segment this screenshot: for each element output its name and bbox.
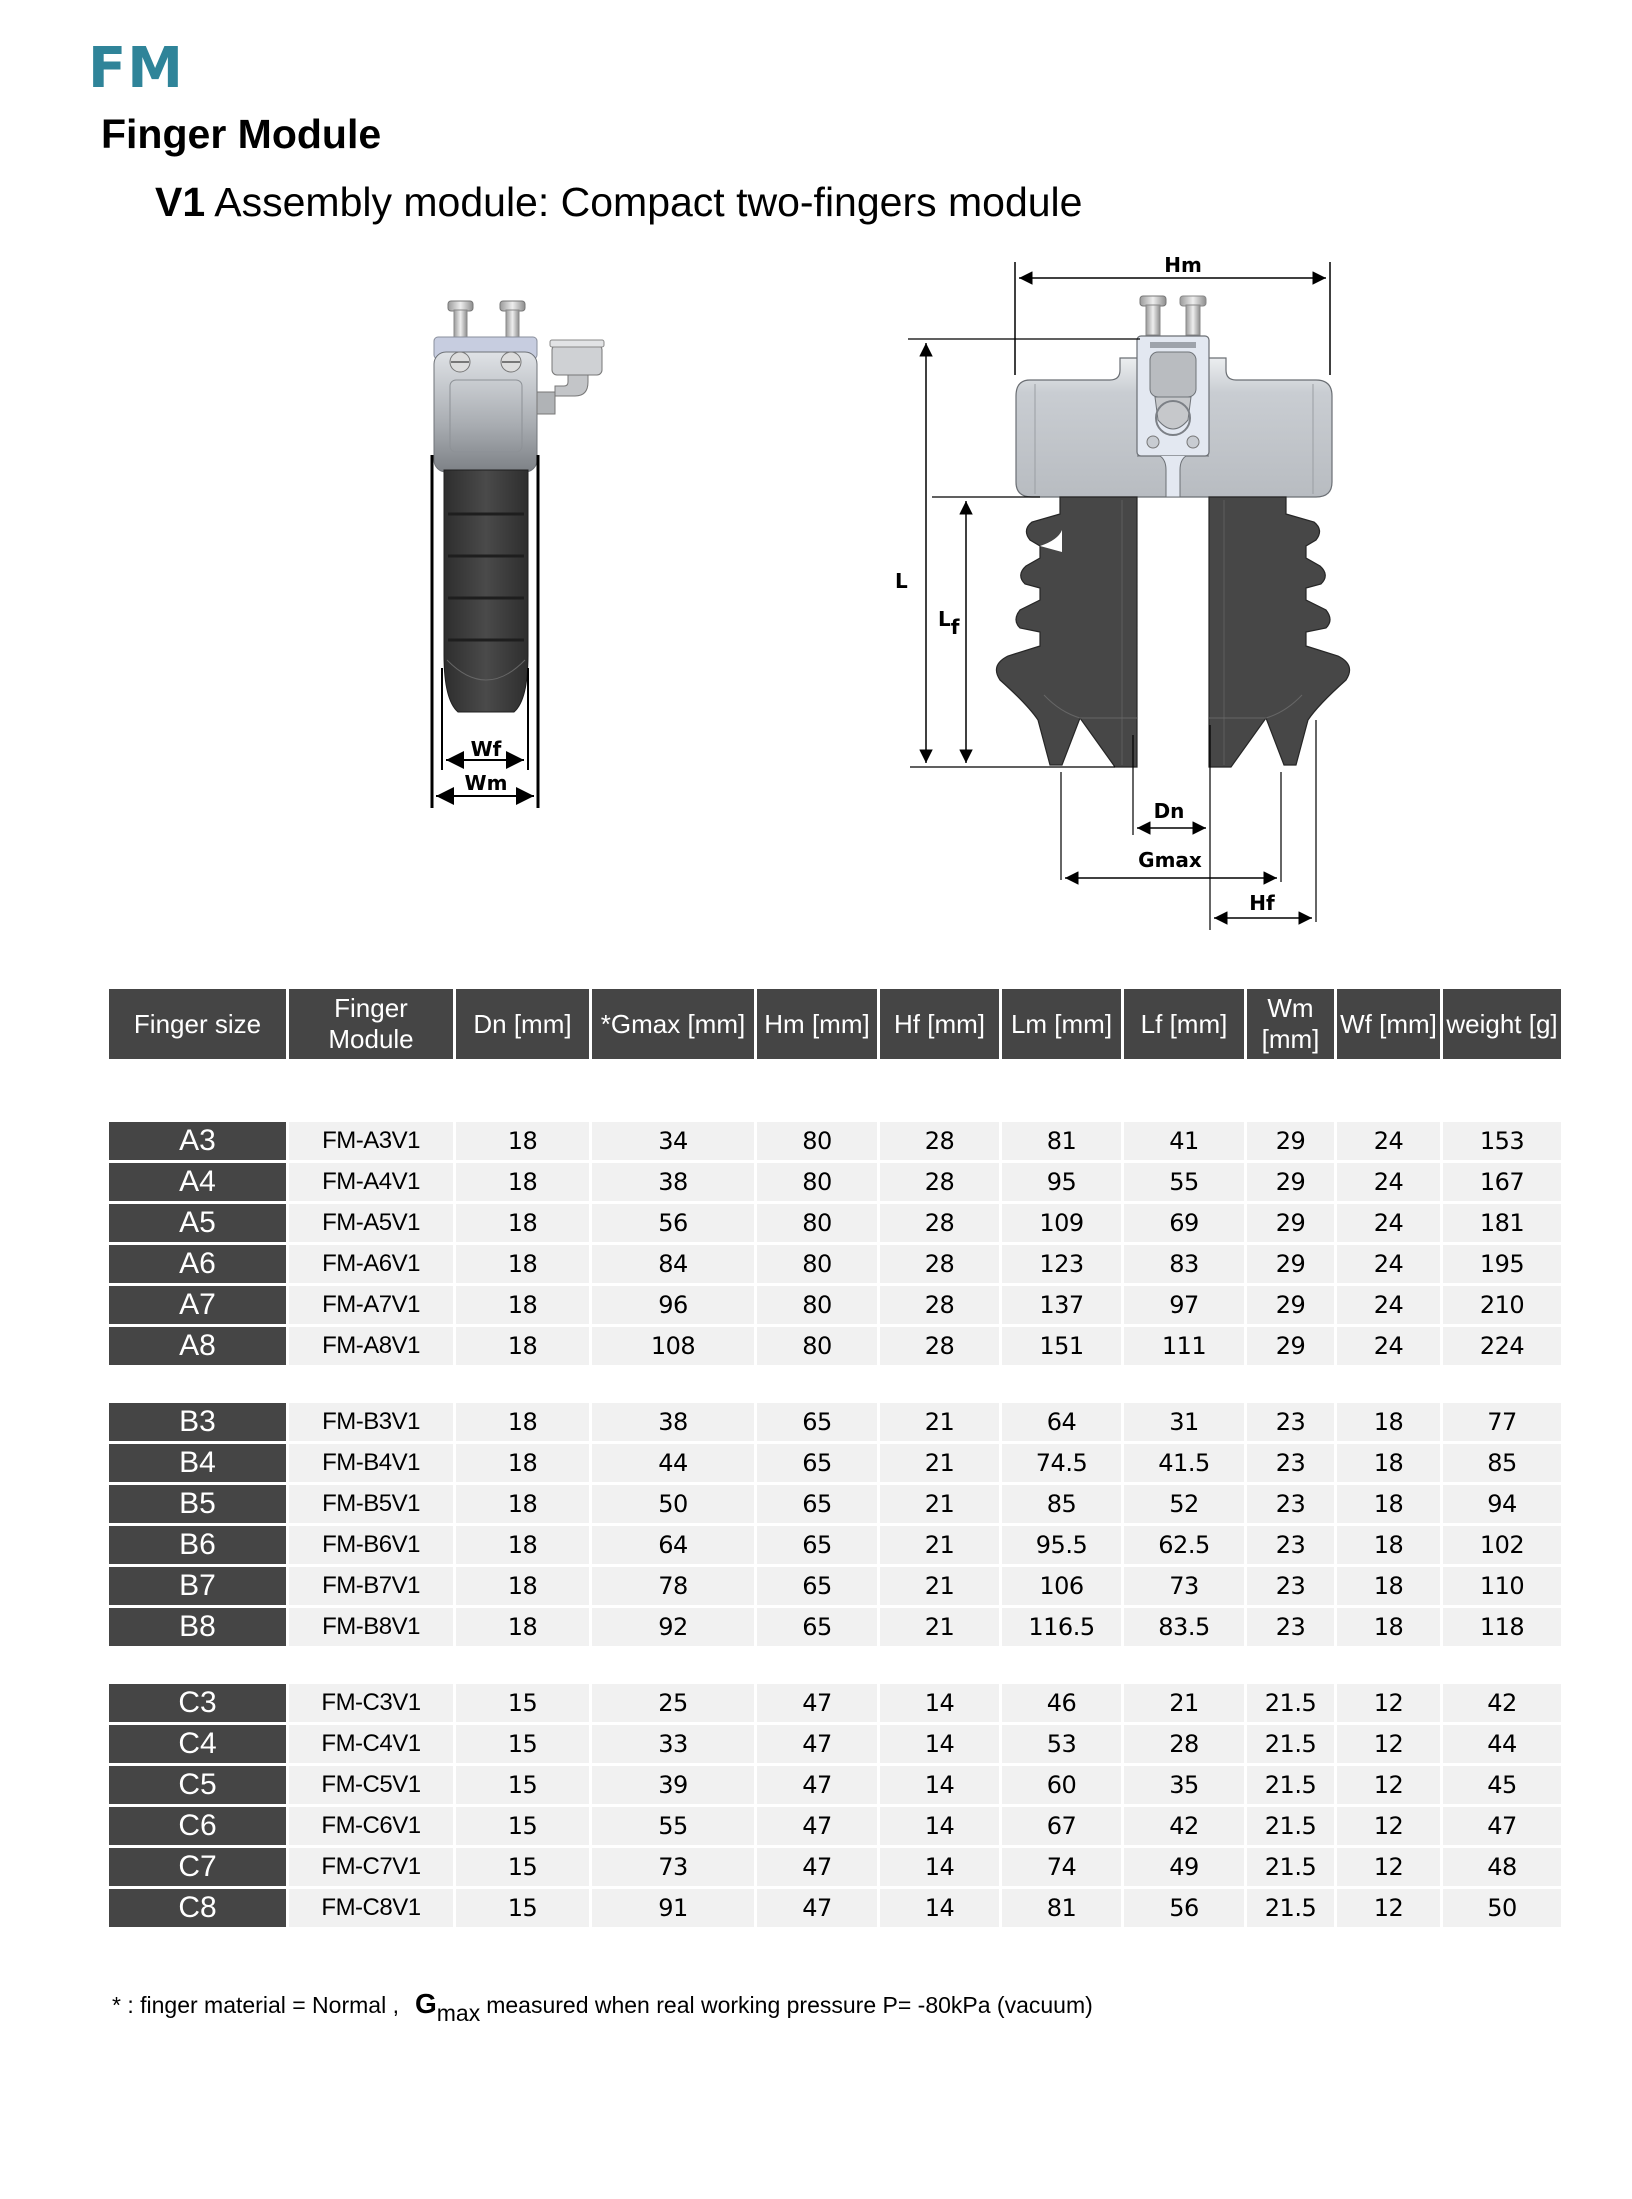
cell-finger-module: FM-B7V1 — [289, 1567, 453, 1605]
column-header-finger-size: Finger size — [109, 989, 286, 1059]
cell-finger-size: C3 — [109, 1684, 286, 1722]
cell-weight: 181 — [1443, 1204, 1561, 1242]
cell-hf: 28 — [880, 1245, 999, 1283]
cell-finger-size: B8 — [109, 1608, 286, 1646]
cell-finger-size: A7 — [109, 1286, 286, 1324]
lf-label-sub: f — [950, 615, 960, 639]
header-line: Module — [328, 1024, 414, 1054]
footnote-gmax-subscript: max — [436, 2000, 481, 2026]
page-title: Finger Module — [101, 111, 382, 157]
cell-finger-module: FM-B8V1 — [289, 1608, 453, 1646]
cell-lf: 111 — [1124, 1327, 1244, 1365]
front-view-diagram — [895, 253, 1350, 930]
spec-table — [106, 986, 1564, 1930]
cell-lf: 73 — [1124, 1567, 1244, 1605]
cell-hf: 28 — [880, 1286, 999, 1324]
footnote — [112, 1988, 1093, 2026]
hf-label: Hf — [1249, 891, 1275, 915]
cell-finger-module: FM-A3V1 — [289, 1122, 453, 1160]
spacer-cell — [109, 1062, 1561, 1119]
cell-wf: 12 — [1337, 1889, 1440, 1927]
cell-finger-module: FM-A6V1 — [289, 1245, 453, 1283]
cell-gmax: 64 — [592, 1526, 754, 1564]
column-header-hf: Hf [mm] — [880, 989, 999, 1059]
footnote-gmax-symbol: G — [414, 1988, 437, 2019]
cell-dn: 15 — [456, 1807, 589, 1845]
left-finger — [996, 497, 1137, 767]
cell-finger-module: FM-C5V1 — [289, 1766, 453, 1804]
table-row — [109, 1807, 1561, 1845]
table-row — [109, 1122, 1561, 1160]
cell-weight: 94 — [1443, 1485, 1561, 1523]
cell-finger-module: FM-B3V1 — [289, 1403, 453, 1441]
cell-lm: 106 — [1002, 1567, 1121, 1605]
side-view-diagram — [432, 301, 604, 808]
table-row — [109, 1848, 1561, 1886]
cell-weight: 42 — [1443, 1684, 1561, 1722]
table-row — [109, 1766, 1561, 1804]
cell-lm: 60 — [1002, 1766, 1121, 1804]
cell-wm: 23 — [1247, 1526, 1334, 1564]
cell-finger-size: A6 — [109, 1245, 286, 1283]
cell-finger-size: C8 — [109, 1889, 286, 1927]
cell-hf: 21 — [880, 1403, 999, 1441]
cell-gmax: 84 — [592, 1245, 754, 1283]
cell-weight: 167 — [1443, 1163, 1561, 1201]
cell-hf: 14 — [880, 1725, 999, 1763]
cell-finger-module: FM-C6V1 — [289, 1807, 453, 1845]
cell-wf: 24 — [1337, 1327, 1440, 1365]
cell-lm: 64 — [1002, 1403, 1121, 1441]
cell-wm: 29 — [1247, 1286, 1334, 1324]
cell-wf: 24 — [1337, 1286, 1440, 1324]
header-line: Finger — [334, 993, 408, 1023]
cell-hf: 21 — [880, 1608, 999, 1646]
cell-hf: 14 — [880, 1684, 999, 1722]
cell-hm: 65 — [757, 1444, 877, 1482]
cell-dn: 18 — [456, 1163, 589, 1201]
cell-finger-size: C6 — [109, 1807, 286, 1845]
cell-finger-module: FM-B5V1 — [289, 1485, 453, 1523]
cell-finger-size: C4 — [109, 1725, 286, 1763]
cell-finger-size: B6 — [109, 1526, 286, 1564]
cell-finger-size: C7 — [109, 1848, 286, 1886]
cell-hm: 80 — [757, 1204, 877, 1242]
mounting-screws — [448, 301, 525, 338]
cell-finger-module: FM-C4V1 — [289, 1725, 453, 1763]
l-label: L — [895, 569, 908, 593]
column-header-wf: Wf [mm] — [1337, 989, 1440, 1059]
cell-lm: 95 — [1002, 1163, 1121, 1201]
cell-finger-size: A5 — [109, 1204, 286, 1242]
cell-dn: 18 — [456, 1286, 589, 1324]
cell-finger-module: FM-A4V1 — [289, 1163, 453, 1201]
cell-gmax: 91 — [592, 1889, 754, 1927]
cell-finger-size: B3 — [109, 1403, 286, 1441]
cell-wm: 29 — [1247, 1163, 1334, 1201]
cell-lf: 55 — [1124, 1163, 1244, 1201]
cell-wf: 18 — [1337, 1526, 1440, 1564]
lf-label-main: L — [938, 607, 951, 631]
cell-weight: 77 — [1443, 1403, 1561, 1441]
cell-wm: 29 — [1247, 1204, 1334, 1242]
table-row — [109, 1163, 1561, 1201]
table-row — [109, 1245, 1561, 1283]
cell-lf: 41.5 — [1124, 1444, 1244, 1482]
cell-hm: 65 — [757, 1567, 877, 1605]
cell-hm: 65 — [757, 1608, 877, 1646]
cell-lm: 53 — [1002, 1725, 1121, 1763]
cell-hm: 65 — [757, 1403, 877, 1441]
cell-lf: 41 — [1124, 1122, 1244, 1160]
cell-gmax: 25 — [592, 1684, 754, 1722]
cell-hm: 80 — [757, 1163, 877, 1201]
cell-dn: 18 — [456, 1608, 589, 1646]
cell-lf: 83.5 — [1124, 1608, 1244, 1646]
cell-finger-size: A8 — [109, 1327, 286, 1365]
cell-hm: 80 — [757, 1327, 877, 1365]
cell-dn: 18 — [456, 1204, 589, 1242]
table-row — [109, 1567, 1561, 1605]
group-spacer — [109, 1368, 1561, 1400]
product-diagrams — [0, 0, 1632, 960]
cell-gmax: 39 — [592, 1766, 754, 1804]
cell-dn: 15 — [456, 1889, 589, 1927]
cell-dn: 15 — [456, 1684, 589, 1722]
cell-wf: 12 — [1337, 1848, 1440, 1886]
table-row — [109, 1485, 1561, 1523]
cell-wf: 24 — [1337, 1122, 1440, 1160]
cell-lf: 62.5 — [1124, 1526, 1244, 1564]
cell-dn: 15 — [456, 1725, 589, 1763]
cell-dn: 18 — [456, 1122, 589, 1160]
cell-finger-module: FM-A7V1 — [289, 1286, 453, 1324]
column-header-lf: Lf [mm] — [1124, 989, 1244, 1059]
cell-hm: 47 — [757, 1848, 877, 1886]
table-row — [109, 1403, 1561, 1441]
wf-label: Wf — [470, 737, 502, 761]
cell-wf: 24 — [1337, 1204, 1440, 1242]
column-header-hm: Hm [mm] — [757, 989, 877, 1059]
cell-dn: 18 — [456, 1485, 589, 1523]
cell-wf: 18 — [1337, 1444, 1440, 1482]
cell-finger-module: FM-B6V1 — [289, 1526, 453, 1564]
cell-hm: 47 — [757, 1807, 877, 1845]
right-finger — [1209, 497, 1350, 767]
column-header-lm: Lm [mm] — [1002, 989, 1121, 1059]
cell-gmax: 38 — [592, 1403, 754, 1441]
cell-hm: 47 — [757, 1889, 877, 1927]
cell-lf: 83 — [1124, 1245, 1244, 1283]
cell-finger-size: A4 — [109, 1163, 286, 1201]
cell-wm: 21.5 — [1247, 1807, 1334, 1845]
cell-dn: 18 — [456, 1526, 589, 1564]
cell-weight: 224 — [1443, 1327, 1561, 1365]
column-header-dn: Dn [mm] — [456, 989, 589, 1059]
cell-finger-module: FM-C3V1 — [289, 1684, 453, 1722]
cell-lm: 81 — [1002, 1122, 1121, 1160]
cell-hf: 14 — [880, 1848, 999, 1886]
cell-weight: 110 — [1443, 1567, 1561, 1605]
cell-finger-module: FM-A8V1 — [289, 1327, 453, 1365]
subtitle-version: V1 — [155, 179, 206, 225]
cell-lm: 137 — [1002, 1286, 1121, 1324]
cell-hf: 14 — [880, 1807, 999, 1845]
section-logo: FM — [88, 36, 184, 101]
footnote-text: measured when real working pressure P= -80kPa (vacuum) — [486, 1992, 1093, 2018]
table-row — [109, 1608, 1561, 1646]
cell-dn: 15 — [456, 1766, 589, 1804]
cell-dn: 18 — [456, 1444, 589, 1482]
cell-hm: 80 — [757, 1122, 877, 1160]
cell-wm: 29 — [1247, 1245, 1334, 1283]
cell-wf: 12 — [1337, 1807, 1440, 1845]
cell-lf: 97 — [1124, 1286, 1244, 1324]
cell-hf: 21 — [880, 1485, 999, 1523]
cell-lm: 81 — [1002, 1889, 1121, 1927]
cell-weight: 85 — [1443, 1444, 1561, 1482]
cell-finger-module: FM-B4V1 — [289, 1444, 453, 1482]
cell-wf: 12 — [1337, 1766, 1440, 1804]
cell-lf: 31 — [1124, 1403, 1244, 1441]
cell-wm: 23 — [1247, 1608, 1334, 1646]
cell-wm: 21.5 — [1247, 1848, 1334, 1886]
column-header-weight: weight [g] — [1443, 989, 1561, 1059]
cell-hm: 80 — [757, 1286, 877, 1324]
cell-lf: 69 — [1124, 1204, 1244, 1242]
cell-wm: 29 — [1247, 1327, 1334, 1365]
table-row — [109, 1327, 1561, 1365]
table-body — [109, 1062, 1561, 1927]
cell-lm: 116.5 — [1002, 1608, 1121, 1646]
cell-hm: 47 — [757, 1725, 877, 1763]
column-header-gmax: *Gmax [mm] — [592, 989, 754, 1059]
cell-weight: 118 — [1443, 1608, 1561, 1646]
table-row — [109, 1286, 1561, 1324]
cell-hf: 28 — [880, 1163, 999, 1201]
cell-weight: 195 — [1443, 1245, 1561, 1283]
group-spacer — [109, 1649, 1561, 1681]
cell-lm: 46 — [1002, 1684, 1121, 1722]
air-fitting — [537, 340, 604, 414]
cell-weight: 102 — [1443, 1526, 1561, 1564]
cell-hf: 14 — [880, 1766, 999, 1804]
cell-gmax: 108 — [592, 1327, 754, 1365]
cell-gmax: 96 — [592, 1286, 754, 1324]
cell-weight: 210 — [1443, 1286, 1561, 1324]
cell-weight: 50 — [1443, 1889, 1561, 1927]
cell-wm: 21.5 — [1247, 1889, 1334, 1927]
group-spacer — [109, 1062, 1561, 1119]
cell-dn: 18 — [456, 1403, 589, 1441]
cell-lf: 28 — [1124, 1725, 1244, 1763]
cell-wf: 18 — [1337, 1485, 1440, 1523]
cell-lf: 56 — [1124, 1889, 1244, 1927]
cell-lf: 52 — [1124, 1485, 1244, 1523]
cell-hm: 65 — [757, 1485, 877, 1523]
subtitle-text: Assembly module: Compact two-fingers module — [205, 179, 1083, 225]
cell-dn: 15 — [456, 1848, 589, 1886]
cell-weight: 47 — [1443, 1807, 1561, 1845]
cell-gmax: 56 — [592, 1204, 754, 1242]
cell-lf: 35 — [1124, 1766, 1244, 1804]
table-header-row — [109, 989, 1561, 1059]
cell-hf: 21 — [880, 1444, 999, 1482]
cell-lm: 151 — [1002, 1327, 1121, 1365]
cell-dn: 18 — [456, 1327, 589, 1365]
cell-wm: 23 — [1247, 1403, 1334, 1441]
cell-wf: 12 — [1337, 1684, 1440, 1722]
cell-gmax: 33 — [592, 1725, 754, 1763]
cell-gmax: 55 — [592, 1807, 754, 1845]
cell-gmax: 78 — [592, 1567, 754, 1605]
cell-finger-module: FM-A5V1 — [289, 1204, 453, 1242]
spacer-cell — [109, 1649, 1561, 1681]
cell-lm: 67 — [1002, 1807, 1121, 1845]
cell-gmax: 44 — [592, 1444, 754, 1482]
table-row — [109, 1526, 1561, 1564]
wm-label: Wm — [464, 771, 508, 795]
column-header-wm — [1247, 989, 1334, 1059]
cell-wm: 29 — [1247, 1122, 1334, 1160]
cell-hf: 21 — [880, 1567, 999, 1605]
lf-label — [938, 607, 960, 639]
cell-wm: 21.5 — [1247, 1766, 1334, 1804]
table-row — [109, 1684, 1561, 1722]
cell-hm: 47 — [757, 1766, 877, 1804]
cell-gmax: 73 — [592, 1848, 754, 1886]
cell-hm: 65 — [757, 1526, 877, 1564]
table-row — [109, 1725, 1561, 1763]
cell-lm: 74 — [1002, 1848, 1121, 1886]
cell-finger-size: B5 — [109, 1485, 286, 1523]
table-row — [109, 1889, 1561, 1927]
cell-wf: 24 — [1337, 1163, 1440, 1201]
cell-gmax: 92 — [592, 1608, 754, 1646]
cell-finger-module: FM-C7V1 — [289, 1848, 453, 1886]
cell-lm: 95.5 — [1002, 1526, 1121, 1564]
cell-hf: 28 — [880, 1122, 999, 1160]
cell-gmax: 34 — [592, 1122, 754, 1160]
table-row — [109, 1444, 1561, 1482]
cell-finger-module: FM-C8V1 — [289, 1889, 453, 1927]
cell-hm: 47 — [757, 1684, 877, 1722]
cell-gmax: 38 — [592, 1163, 754, 1201]
cell-wf: 18 — [1337, 1567, 1440, 1605]
cell-lm: 74.5 — [1002, 1444, 1121, 1482]
cell-hm: 80 — [757, 1245, 877, 1283]
cell-weight: 45 — [1443, 1766, 1561, 1804]
cell-wm: 23 — [1247, 1485, 1334, 1523]
cell-finger-size: B7 — [109, 1567, 286, 1605]
header-line: Wm — [1267, 993, 1314, 1023]
footnote-prefix: * : finger material = Normal , — [112, 1992, 399, 2018]
column-header-finger-module — [289, 989, 453, 1059]
finger-side — [444, 470, 528, 712]
cell-wf: 18 — [1337, 1403, 1440, 1441]
cell-hf: 28 — [880, 1204, 999, 1242]
cell-dn: 18 — [456, 1567, 589, 1605]
cell-gmax: 50 — [592, 1485, 754, 1523]
cell-wf: 18 — [1337, 1608, 1440, 1646]
table-row — [109, 1204, 1561, 1242]
cell-hf: 28 — [880, 1327, 999, 1365]
cell-wf: 12 — [1337, 1725, 1440, 1763]
dn-label: Dn — [1153, 799, 1185, 823]
cell-wm: 23 — [1247, 1444, 1334, 1482]
cell-weight: 153 — [1443, 1122, 1561, 1160]
cell-finger-size: A3 — [109, 1122, 286, 1160]
cell-wm: 21.5 — [1247, 1684, 1334, 1722]
cell-wm: 23 — [1247, 1567, 1334, 1605]
gmax-label: Gmax — [1138, 848, 1202, 872]
cell-lm: 85 — [1002, 1485, 1121, 1523]
cell-lm: 123 — [1002, 1245, 1121, 1283]
cell-lm: 109 — [1002, 1204, 1121, 1242]
cell-lf: 21 — [1124, 1684, 1244, 1722]
cell-lf: 42 — [1124, 1807, 1244, 1845]
spacer-cell — [109, 1368, 1561, 1400]
header-line: [mm] — [1261, 1024, 1320, 1054]
cell-dn: 18 — [456, 1245, 589, 1283]
cell-wf: 24 — [1337, 1245, 1440, 1283]
cell-hf: 14 — [880, 1889, 999, 1927]
cell-hf: 21 — [880, 1526, 999, 1564]
cell-finger-size: C5 — [109, 1766, 286, 1804]
hm-label: Hm — [1164, 253, 1202, 277]
cell-lf: 49 — [1124, 1848, 1244, 1886]
cell-finger-size: B4 — [109, 1444, 286, 1482]
cell-weight: 44 — [1443, 1725, 1561, 1763]
cell-weight: 48 — [1443, 1848, 1561, 1886]
cell-wm: 21.5 — [1247, 1725, 1334, 1763]
